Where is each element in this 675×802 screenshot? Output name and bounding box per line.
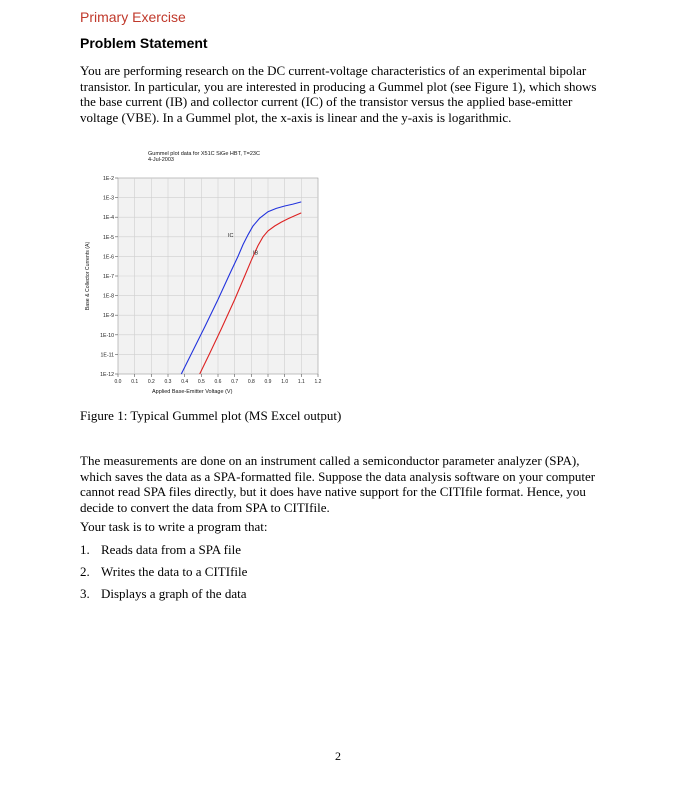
task-paragraph: Your task is to write a program that: — [80, 519, 268, 534]
problem-statement-heading: Problem Statement — [80, 35, 208, 51]
y-tick-label: 1E-9 — [103, 313, 114, 320]
x-tick-label: 0.8 — [247, 379, 255, 385]
x-tick-label: 0.9 — [264, 379, 272, 385]
page-number: 2 — [335, 749, 341, 763]
list-item — [80, 542, 241, 558]
list-item-number: 2. — [80, 564, 90, 579]
measurement-paragraph: The measurements are done on an instrument called a semiconductor parameter analyzer (SPA), which saves the data as a SPA-formatted file. Suppose the data analysis software on your computer cannot read SPA files directly, but it does have native support for the CITIfile format. Hence, you decide to convert the data from SPA to CITIfile. — [80, 453, 596, 515]
y-tick-label: 1E-7 — [103, 274, 114, 280]
ic-annotation: IC — [228, 232, 234, 239]
y-tick-label: 1E-4 — [103, 215, 114, 222]
y-tick-label: 1E-11 — [100, 352, 114, 359]
y-tick-label: 1E-8 — [103, 293, 114, 300]
chart-title: Gummel plot data for X51C SiGe HBT, T=23C — [148, 151, 260, 157]
figure-caption: Figure 1: Typical Gummel plot (MS Excel output) — [80, 408, 342, 423]
x-axis-label: Applied Base-Emitter Voltage (V) — [152, 389, 233, 395]
x-tick-label: 0.7 — [231, 379, 239, 385]
y-tick-label: 1E-12 — [100, 372, 114, 378]
x-tick-label: 1.1 — [297, 379, 305, 385]
y-tick-label: 1E-2 — [103, 176, 114, 182]
intro-paragraph: You are performing research on the DC current-voltage characteristics of an experimental bipolar transistor. In particular, you are interested in producing a Gummel plot (see Figure 1), which shows the base current (IB) and collector current (IC) of the transistor versus the applied base-emitter voltage (VBE). In a Gummel plot, the x-axis is linear and the y-axis is logarithmic. — [80, 63, 597, 125]
gummel-plot-figure — [82, 146, 332, 406]
x-tick-label: 0.3 — [164, 379, 172, 385]
list-item — [80, 564, 247, 580]
list-item-text: Reads data from a SPA file — [101, 542, 241, 557]
list-item — [80, 586, 246, 602]
ib-annotation: IB — [253, 250, 259, 257]
list-item-text: Displays a graph of the data — [101, 586, 247, 601]
y-tick-label: 1E-3 — [103, 195, 114, 202]
x-tick-label: 0.6 — [214, 379, 222, 385]
x-tick-label: 1.2 — [314, 379, 322, 385]
list-item-number: 3. — [80, 586, 90, 601]
y-tick-label: 1E-5 — [103, 234, 114, 241]
x-tick-label: 1.0 — [281, 379, 289, 385]
y-tick-label: 1E-10 — [100, 332, 114, 339]
chart-subtitle: 4-Jul-2003 — [148, 157, 174, 163]
section-heading: Primary Exercise — [80, 9, 186, 25]
x-tick-label: 0.5 — [197, 379, 205, 385]
list-item-number: 1. — [80, 542, 90, 557]
x-tick-label: 0.1 — [131, 379, 139, 385]
y-tick-label: 1E-6 — [103, 254, 114, 261]
y-axis-label: Base & Collector Currents (A) — [85, 241, 91, 311]
x-tick-label: 0.0 — [114, 379, 122, 385]
x-tick-label: 0.2 — [147, 379, 155, 385]
list-item-text: Writes the data to a CITIfile — [101, 564, 248, 579]
x-tick-label: 0.4 — [181, 379, 189, 385]
